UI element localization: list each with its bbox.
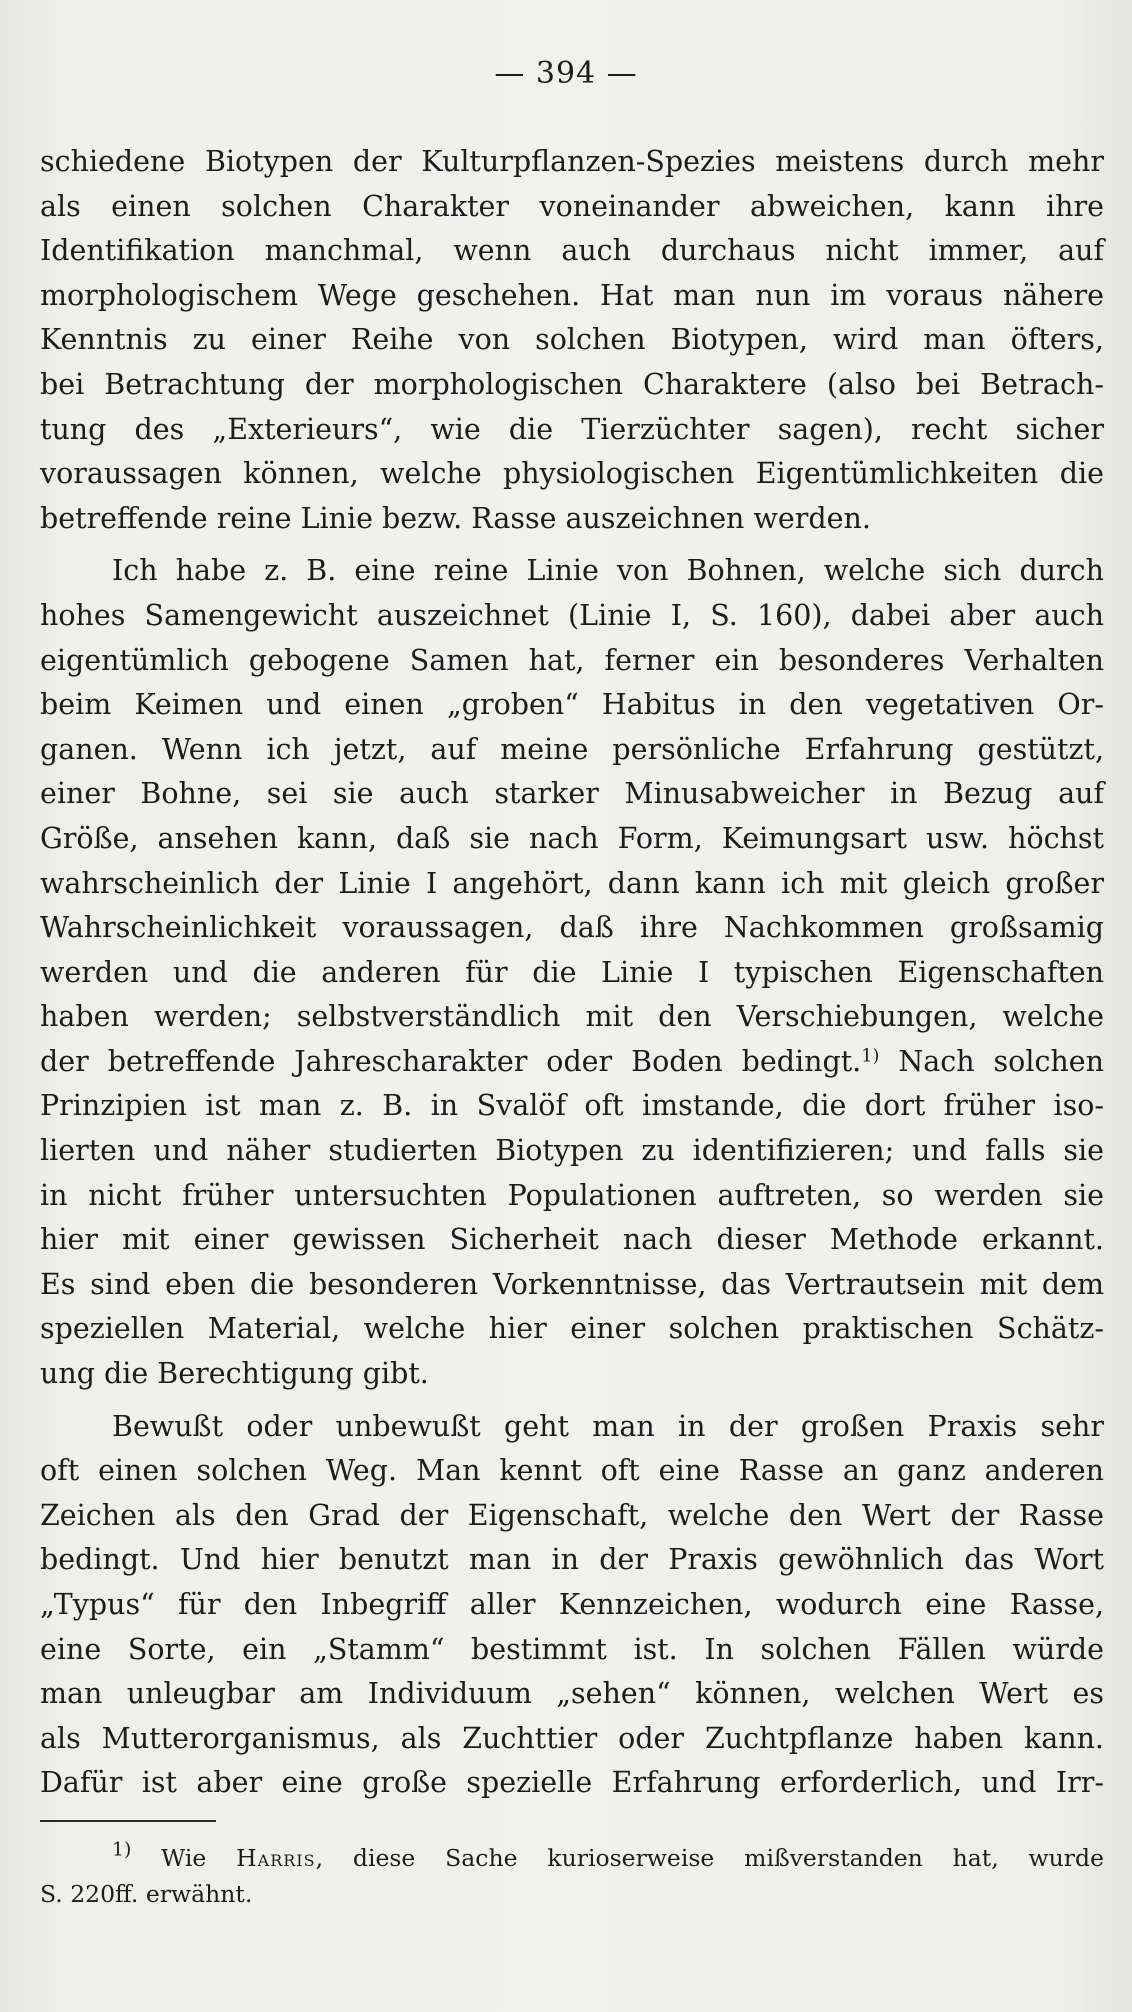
text-line: wahrscheinlich der Linie I angehört, dann kann ich mit gleich großer (40, 866, 1104, 900)
text-line: schiedene Biotypen der Kulturpflanzen-Spezies meistens durch mehr (40, 145, 1104, 178)
footnote-line: S. 220ff. erwähnt. (40, 1880, 253, 1908)
footnotes (40, 1840, 1104, 1912)
paragraph-2 (40, 549, 1104, 1396)
text-segment: der betreffende Jahrescharakter oder Boden bedingt. (40, 1044, 862, 1078)
footnote-divider (40, 1820, 216, 1822)
text-line: hier mit einer gewissen Sicherheit nach dieser Methode erkannt. (40, 1223, 1104, 1257)
text-line: eine Sorte, ein „Stamm“ bestimmt ist. In solchen Fällen würde (40, 1632, 1104, 1666)
text-line: Prinzipien ist man z. B. in Svalöf oft imstande, die dort früher iso- (40, 1089, 1104, 1123)
text-line: betreffende reine Linie bezw. Rasse auszeichnen werden. (40, 501, 871, 535)
text-line: eigentümlich gebogene Samen hat, ferner ein besonderes Verhalten (40, 643, 1104, 677)
text-line: als Mutterorganismus, als Zuchttier oder Zuchtpflanze haben kann. (40, 1721, 1104, 1755)
text-segment: Wie (131, 1844, 237, 1872)
text-line: beim Keimen und einen „groben“ Habitus in den vegetativen Or- (40, 688, 1104, 722)
text-line: bedingt. Und hier benutzt man in der Praxis gewöhnlich das Wort (40, 1543, 1104, 1577)
text-line: tung des „Exterieurs“, wie die Tierzüchter sagen), recht sicher (40, 412, 1104, 446)
text-segment: Nach solchen (879, 1044, 1104, 1078)
text-line: hohes Samengewicht auszeichnet (Linie I, S. 160), dabei aber auch (40, 598, 1104, 632)
footnote-ref[interactable]: 1) (861, 1046, 880, 1067)
paragraph-3 (40, 1405, 1104, 1806)
text-line: Dafür ist aber eine große spezielle Erfahrung erforderlich, und Irr- (40, 1766, 1104, 1800)
text-line: morphologischem Wege geschehen. Hat man nun im voraus nähere (40, 278, 1104, 312)
text-line: „Typus“ für den Inbegriff aller Kennzeichen, wodurch eine Rasse, (40, 1588, 1104, 1621)
text-line: bei Betrachtung der morphologischen Charaktere (also bei Betrach- (40, 367, 1104, 401)
text-line: oft einen solchen Weg. Man kennt oft eine Rasse an ganz anderen (40, 1454, 1104, 1488)
text-line: lierten und näher studierten Biotypen zu identifizieren; und falls sie (40, 1134, 1104, 1168)
text-line: werden und die anderen für die Linie I typischen Eigenschaften (40, 955, 1104, 989)
text-line: speziellen Material, welche hier einer solchen praktischen Schätz- (40, 1312, 1104, 1346)
text-line: Zeichen als den Grad der Eigenschaft, welche den Wert der Rasse (40, 1498, 1104, 1532)
paragraph-1 (40, 140, 1104, 541)
text-line: ganen. Wenn ich jetzt, auf meine persönliche Erfahrung gestützt, (40, 732, 1104, 766)
text-line: Kenntnis zu einer Reihe von solchen Biotypen, wird man öfters, (40, 323, 1104, 357)
text-line: als einen solchen Charakter voneinander abweichen, kann ihre (40, 189, 1104, 223)
footnote-line (40, 1840, 1104, 1876)
text-line: Bewußt oder unbewußt geht man in der großen Praxis sehr (112, 1409, 1104, 1443)
text-line: voraussagen können, welche physiologischen Eigentümlichkeiten die (40, 457, 1104, 491)
text-line: Ich habe z. B. eine reine Linie von Bohnen, welche sich durch (112, 554, 1104, 588)
footnote-mark (112, 1839, 132, 1872)
footnote-number: 1) (112, 1839, 132, 1861)
text-line: ung die Berechtigung gibt. (40, 1357, 429, 1391)
text-line-with-footnote-ref (40, 1040, 1104, 1085)
text-line: man unleugbar am Individuum „sehen“ können, welchen Wert es (40, 1677, 1104, 1711)
text-segment: , diese Sache kurioserweise mißverstanden hat, wurde (315, 1844, 1104, 1872)
author-name: Harris (236, 1844, 316, 1872)
text-line: haben werden; selbstverständlich mit den Verschiebungen, welche (40, 1000, 1104, 1034)
body-text (40, 140, 1104, 1806)
text-line: Identifikation manchmal, wenn auch durchaus nicht immer, auf (40, 234, 1104, 268)
page-number: — 394 — (494, 56, 638, 91)
text-line: Es sind eben die besonderen Vorkenntnisse, das Vertrautsein mit dem (40, 1267, 1104, 1301)
text-line: Größe, ansehen kann, daß sie nach Form, Keimungsart usw. höchst (40, 821, 1104, 855)
text-line: in nicht früher untersuchten Populationen auftreten, so werden sie (40, 1178, 1104, 1212)
text-line: einer Bohne, sei sie auch starker Minusabweicher in Bezug auf (40, 777, 1104, 811)
text-line: Wahrscheinlichkeit voraussagen, daß ihre Nachkommen großsamig (40, 911, 1104, 945)
